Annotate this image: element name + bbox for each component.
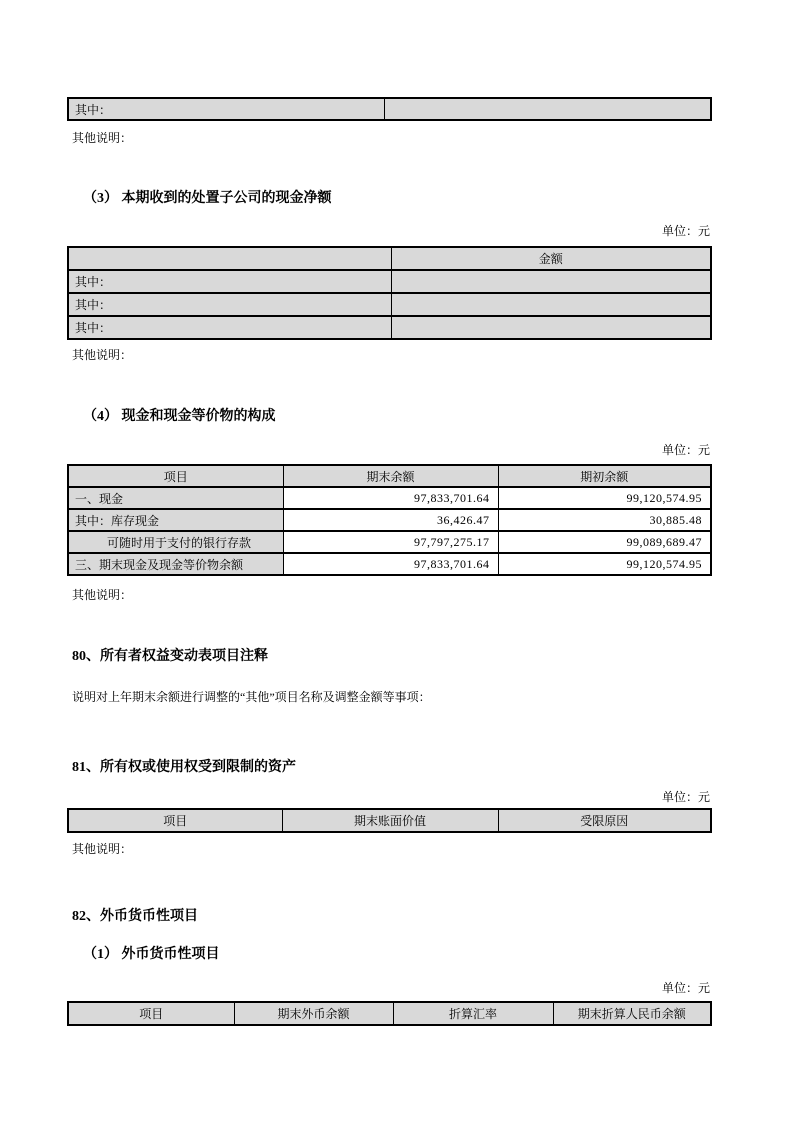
section-82-1-heading: （1） 外币货币性项目 (83, 947, 220, 962)
table-row (68, 98, 711, 120)
item-header-cell: 项目 (68, 809, 282, 832)
ending-foreign-balance-header-cell: 期末外币余额 (234, 1002, 393, 1025)
restricted-assets-table (67, 808, 712, 833)
restriction-reason-header-cell: 受限原因 (498, 809, 711, 832)
table-row (68, 553, 711, 575)
beginning-balance-cell: 99,120,574.95 (498, 487, 711, 509)
ending-balance-cell: 36,426.47 (283, 509, 498, 531)
item-label-cell: 其中： (68, 270, 391, 293)
beginning-balance-cell: 99,120,574.95 (498, 553, 711, 575)
beginning-balance-header-cell: 期初余额 (498, 465, 711, 487)
table-header-row (68, 247, 711, 270)
table-header-row (68, 1002, 711, 1025)
item-label-cell: 其中： (68, 98, 384, 120)
ending-rmb-balance-header-cell: 期末折算人民币余额 (553, 1002, 711, 1025)
other-note: 其他说明： (72, 588, 133, 602)
item-label-cell: 其中： (68, 293, 391, 316)
item-label-cell: 其中：库存现金 (68, 509, 283, 531)
other-note: 其他说明： (72, 348, 133, 362)
value-cell (391, 316, 711, 339)
value-cell (391, 293, 711, 316)
table-header-row (68, 465, 711, 487)
other-note: 其他说明： (72, 842, 133, 856)
unit-label: 单位：元 (661, 981, 710, 995)
section-3-heading: （3） 本期收到的处置子公司的现金净额 (83, 191, 332, 206)
table-row (68, 531, 711, 553)
table-row (68, 316, 711, 339)
ending-book-value-header-cell: 期末账面价值 (282, 809, 498, 832)
item-label-cell: 一、现金 (68, 487, 283, 509)
table-row (68, 293, 711, 316)
beginning-balance-cell: 30,885.48 (498, 509, 711, 531)
exchange-rate-header-cell: 折算汇率 (393, 1002, 553, 1025)
unit-label: 单位：元 (661, 790, 710, 804)
ending-balance-header-cell: 期末余额 (283, 465, 498, 487)
cash-equivalents-table (67, 464, 712, 576)
item-label-cell: 其中： (68, 316, 391, 339)
section-81-heading: 81、所有权或使用权受到限制的资产 (72, 760, 296, 775)
disposed-subsidiary-cash-table (67, 246, 712, 340)
item-label-cell: 可随时用于支付的银行存款 (68, 531, 283, 553)
unit-label: 单位：元 (661, 443, 710, 457)
table-row (68, 509, 711, 531)
table-row (68, 270, 711, 293)
continuation-whereof-table (67, 97, 712, 121)
item-header-cell: 项目 (68, 1002, 234, 1025)
section-80-heading: 80、所有者权益变动表项目注释 (72, 649, 268, 664)
ending-balance-cell: 97,833,701.64 (283, 553, 498, 575)
beginning-balance-cell: 99,089,689.47 (498, 531, 711, 553)
value-cell (391, 270, 711, 293)
table-header-row (68, 809, 711, 832)
amount-header-cell: 金额 (391, 247, 711, 270)
section-80-body: 说明对上年期末余额进行调整的“其他”项目名称及调整金额等事项： (72, 690, 431, 704)
section-82-heading: 82、外币货币性项目 (72, 909, 198, 924)
item-label-cell: 三、期末现金及现金等价物余额 (68, 553, 283, 575)
item-header-cell: 项目 (68, 465, 283, 487)
item-header-cell (68, 247, 391, 270)
foreign-currency-items-table (67, 1001, 712, 1026)
page-content (67, 97, 710, 1026)
ending-balance-cell: 97,833,701.64 (283, 487, 498, 509)
other-note: 其他说明： (72, 131, 133, 145)
section-4-heading: （4） 现金和现金等价物的构成 (83, 409, 276, 424)
table-row (68, 487, 711, 509)
value-cell (384, 98, 711, 120)
ending-balance-cell: 97,797,275.17 (283, 531, 498, 553)
unit-label: 单位：元 (661, 224, 710, 238)
